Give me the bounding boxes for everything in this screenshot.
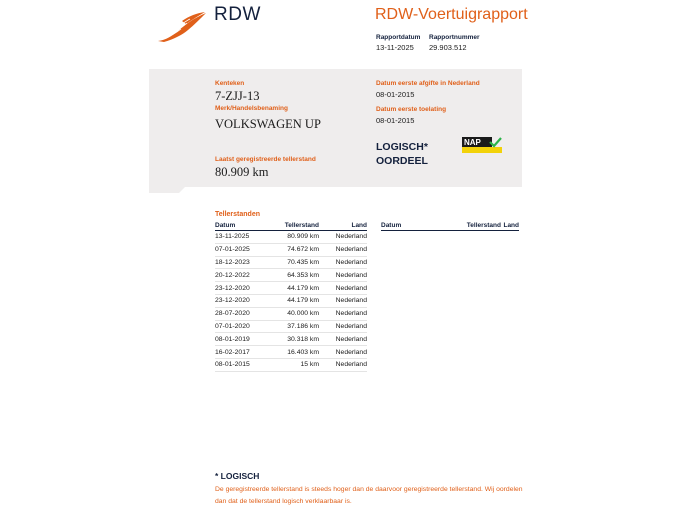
row-date: 08-01-2015 (215, 358, 265, 371)
svg-text:NAP: NAP (464, 138, 481, 147)
first-admission-nl-label: Datum eerste afgifte in Nederland (376, 80, 480, 87)
last-odometer: 80.909 km (215, 165, 269, 179)
table-row (215, 333, 367, 346)
col-date-2: Datum (381, 221, 429, 231)
row-country: Nederland (319, 256, 367, 269)
license-plate: 7-ZJJ-13 (215, 89, 260, 103)
row-country: Nederland (319, 320, 367, 333)
footnote-title: * LOGISCH (215, 471, 260, 481)
row-country: Nederland (319, 358, 367, 371)
brand-name: RDW (214, 4, 261, 25)
row-country: Nederland (319, 231, 367, 244)
table-row (215, 307, 367, 320)
row-odometer: 44.179 km (265, 282, 319, 295)
row-country: Nederland (319, 282, 367, 295)
first-admission-nl: 08-01-2015 (376, 90, 415, 99)
footnote-text: De geregistreerde tellerstand is steeds hoger dan de daarvoor geregistreerde tellerstand. Wij oordelen dan dat de tellerstand logisch verklaarbaar is. (215, 486, 523, 505)
col-odometer-2: Tellerstand (429, 221, 501, 231)
row-date: 23-12-2020 (215, 294, 265, 307)
row-date: 07-01-2020 (215, 320, 265, 333)
row-date: 16-02-2017 (215, 346, 265, 359)
verdict-line-2: OORDEEL (376, 155, 428, 167)
plate-label: Kenteken (215, 80, 245, 87)
row-date: 07-01-2025 (215, 243, 265, 256)
first-admission-label: Datum eerste toelating (376, 106, 447, 113)
row-odometer: 74.672 km (265, 243, 319, 256)
row-country: Nederland (319, 294, 367, 307)
col-country-2: Land (501, 221, 519, 231)
row-odometer: 44.179 km (265, 294, 319, 307)
row-odometer: 30.318 km (265, 333, 319, 346)
row-date: 28-07-2020 (215, 307, 265, 320)
table-row (215, 294, 367, 307)
odometer-table-continued (381, 221, 519, 231)
vehicle-panel (149, 69, 522, 193)
row-date: 18-12-2023 (215, 256, 265, 269)
table-row (215, 358, 367, 371)
report-title: RDW-Voertuigrapport (375, 6, 528, 23)
row-country: Nederland (319, 269, 367, 282)
odometer-label: Laatst geregistreerde tellerstand (215, 156, 316, 163)
row-country: Nederland (319, 346, 367, 359)
row-date: 23-12-2020 (215, 282, 265, 295)
table-row (215, 243, 367, 256)
row-date: 13-11-2025 (215, 231, 265, 244)
odometer-history-title: Tellerstanden (215, 211, 260, 218)
table-row (215, 346, 367, 359)
odometer-table (215, 221, 367, 372)
table-row (215, 282, 367, 295)
row-odometer: 64.353 km (265, 269, 319, 282)
col-date: Datum (215, 221, 265, 231)
table-row (215, 320, 367, 333)
row-date: 20-12-2022 (215, 269, 265, 282)
verdict-line-1: LOGISCH* (376, 141, 428, 153)
row-odometer: 16.403 km (265, 346, 319, 359)
row-odometer: 15 km (265, 358, 319, 371)
row-country: Nederland (319, 333, 367, 346)
rdw-logo-icon (156, 10, 208, 44)
table-row (215, 231, 367, 244)
first-admission: 08-01-2015 (376, 116, 415, 125)
report-number-label: Rapportnummer (429, 34, 480, 41)
row-country: Nederland (319, 243, 367, 256)
report-date: 13-11-2025 (376, 43, 414, 52)
report-date-label: Rapportdatum (376, 34, 421, 41)
report-number: 29.903.512 (429, 43, 467, 52)
row-odometer: 70.435 km (265, 256, 319, 269)
make-label: Merk/Handelsbenaming (215, 105, 288, 112)
row-odometer: 80.909 km (265, 231, 319, 244)
nap-logo-icon (462, 137, 502, 153)
row-date: 08-01-2019 (215, 333, 265, 346)
col-odometer: Tellerstand (265, 221, 319, 231)
verdict (376, 140, 428, 168)
col-country: Land (319, 221, 367, 231)
row-country: Nederland (319, 307, 367, 320)
row-odometer: 37.186 km (265, 320, 319, 333)
vehicle-make: VOLKSWAGEN UP (215, 117, 321, 131)
table-row (215, 269, 367, 282)
table-row (215, 256, 367, 269)
row-odometer: 40.000 km (265, 307, 319, 320)
